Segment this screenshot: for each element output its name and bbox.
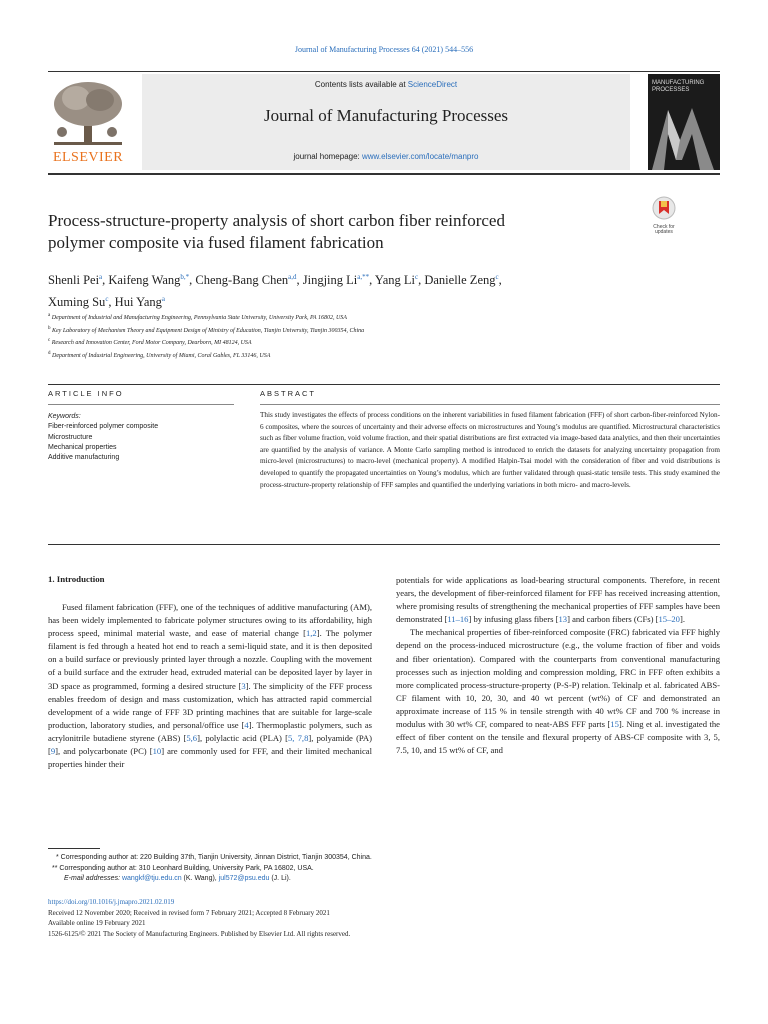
intro-paragraph-2 (396, 626, 720, 757)
citation-link[interactable]: 15–20 (658, 614, 680, 625)
paragraph-text: ]. The simplicity of the FFF process enables freedom of design and mass customization, which has attracted rapid commercial development of a wide range of FFF 3D printing machines that are suitable for large-scale production, laboratory studies, and personal/office use [ (48, 680, 372, 730)
email-label: E-mail addresses: (64, 875, 122, 882)
affiliation-text: Key Laboratory of Mechanism Theory and Equipment Design of Ministry of Education, Tianjin University, Tianjin 300354, China (50, 327, 365, 334)
masthead-top-rule (48, 71, 720, 72)
keyword: Mechanical properties (48, 443, 117, 451)
keywords-block (48, 412, 228, 463)
footnotes (48, 853, 728, 885)
keywords-label: Keywords: (48, 413, 81, 420)
author-name: Kaifeng Wang (108, 273, 181, 288)
author-affiliation-marker[interactable]: a (161, 295, 166, 304)
cover-title: MANUFACTURING PROCESSES (652, 80, 705, 93)
paragraph-text: potentials for wide applications as load-bearing structural components. Therefore, in recent years, the development of fiber-reinforced filament for FFF has received increasing attention, where promising results of strengthening the mechanical properties of FFF samples have been demonstrated [ (396, 575, 720, 625)
email-line (48, 874, 728, 885)
keyword: Fiber-reinforced polymer composite (48, 423, 159, 431)
author-list: Shenli Pei$^a$, Kaifeng Wang$^{b,*}$, Cheng-Bang Chen$^{a,d}$, Jingjing $Li^{a,**}$, Yang Li$^c$, Danielle Zeng$^c$, Xuming Su$^c$, Hui Yang$^a$ (48, 273, 502, 310)
publication-info (48, 897, 728, 939)
publisher-logo-text: ELSEVIER (52, 150, 124, 165)
author-affiliation-marker[interactable]: b,* (180, 273, 190, 281)
author-name: Jingjing Li (302, 273, 358, 288)
paragraph-text: ] and carbon fibers (CFs) [ (567, 614, 659, 625)
author-affiliation-marker[interactable]: a (99, 273, 103, 281)
paragraph-text: ]. Ning et al. investigated the effect of fiber content on the tensile and flexural property of ABS-CF composite with 3, 5, 7.5, 10, and 15 wt% of CF, and (396, 719, 720, 756)
email-link-2[interactable]: jul572@psu.edu (218, 875, 270, 882)
author-name: Hui Yang (114, 295, 162, 310)
right-column (396, 574, 720, 757)
contents-line (142, 80, 630, 89)
citation-link[interactable]: 3 (241, 680, 246, 691)
citation-link[interactable]: 10 (152, 746, 162, 757)
introduction-heading: 1. Introduction (48, 574, 105, 584)
author-affiliation-marker[interactable]: a,d (288, 273, 297, 281)
paragraph-text: ]. Thermoplastic polymers, such as acrylonitrile butadiene styrene (ABS) [ (48, 719, 372, 743)
homepage-link[interactable]: www.elsevier.com/locate/manpro (362, 152, 479, 161)
affiliation (48, 349, 708, 362)
author-affiliation-marker[interactable]: a,** (357, 273, 370, 281)
title-line-1: Process-structure-property analysis of short carbon fiber reinforced (48, 211, 505, 230)
affiliation-marker: b (48, 325, 51, 331)
corresponding-author-1: * Corresponding author at: 220 Building 37th, Tianjin University, Jinnan District, Tianjin 300354, China. (56, 854, 372, 861)
author-name: Cheng-Bang Chen (195, 273, 289, 288)
citation-link[interactable]: 13 (558, 614, 568, 625)
received-dates: Received 12 November 2020; Received in revised form 7 February 2021; Accepted 8 February 2021 (48, 908, 330, 917)
citation-link[interactable]: 15 (610, 719, 619, 730)
author-name: Xuming Su (48, 295, 106, 310)
bookmark-icon (648, 196, 680, 220)
intro-paragraph-1 (48, 601, 372, 771)
masthead-bottom-rule (48, 173, 720, 175)
citation-link[interactable]: 5, 7,8 (287, 732, 309, 743)
info-sub-rule (48, 404, 234, 405)
body-top-rule (48, 544, 720, 545)
author-affiliation-marker[interactable]: c (495, 273, 499, 281)
homepage-prefix: journal homepage: (293, 152, 362, 161)
affiliation-list (48, 311, 708, 362)
keywords-list (48, 422, 228, 463)
citation-link[interactable]: 1,2 (305, 628, 317, 639)
journal-title: Journal of Manufacturing Processes (263, 106, 509, 125)
affiliation (48, 336, 708, 349)
homepage-line (142, 152, 630, 161)
corresponding-author-2: ** Corresponding author at: 310 Leonhard Building, University Park, PA 16802, USA. (52, 864, 314, 872)
doi-link[interactable]: https://doi.org/10.1016/j.jmapro.2021.02.019 (48, 898, 175, 906)
info-top-rule (48, 384, 720, 385)
author-affiliation-marker[interactable]: c (414, 273, 419, 281)
affiliation-marker: c (48, 338, 51, 344)
paragraph-text: Fused filament fabrication (FFF), one of the techniques of additive manufacturing (AM), has been widely implemented to fabricate polymer structures owing to its affordability, high process speed, minimal material waste, and ease of material change [ (48, 602, 372, 639)
affiliation (48, 311, 708, 324)
email-name-1: (K. Wang), (181, 875, 219, 882)
affiliation-text: Research and Innovation Center, Ford Motor Company, Dearborn, MI 48124, USA (50, 340, 252, 347)
citation-link[interactable]: 4 (244, 719, 249, 730)
citation-link[interactable]: 9 (50, 746, 56, 757)
affiliation-marker: d (48, 351, 51, 357)
paragraph-text: ], and polycarbonate (PC) [ (55, 746, 153, 757)
footnote-rule (48, 848, 100, 849)
author-name: Yang Li (374, 273, 415, 288)
badge-label: Check for updates (653, 224, 675, 235)
affiliation-text: Department of Industrial and Manufacturing Engineering, Pennsylvania State University, University Park, PA 16802, USA (50, 315, 347, 321)
title-line-2: polymer composite via fused filament fabrication (48, 233, 384, 252)
paragraph-text: ] by infusing glass fibers [ (468, 614, 559, 625)
paragraph-text: ] are commonly used for FFF, and their limited mechanical properties hinder their (48, 746, 372, 770)
author-name: Shenli Pei (48, 273, 100, 288)
left-column (48, 601, 372, 771)
check-for-updates-badge[interactable] (648, 196, 680, 235)
journal-reference[interactable]: Journal of Manufacturing Processes 64 (2021) 544–556 (294, 45, 474, 54)
paragraph-text: ], polylactic acid (PLA) [ (197, 732, 288, 743)
author-name: Danielle Zeng (424, 273, 496, 288)
article-title (48, 210, 638, 254)
affiliation-text: Department of Industrial Engineering, University of Miami, Coral Gables, FL 33146, USA (50, 353, 271, 360)
copyright-line: 1526-6125/© 2021 The Society of Manufacturing Engineers. Published by Elsevier Ltd. All rights reserved. (48, 929, 351, 938)
affiliation (48, 324, 708, 337)
affiliation-marker: a (48, 313, 51, 318)
abstract-sub-rule (260, 404, 720, 405)
keyword: Microstructure (48, 433, 93, 441)
abstract-text: This study investigates the effects of process conditions on the inherent variabilities in fused filament fabrication (FFF) of short carbon-fiber-reinforced Nylon-6 composites, where the sources of uncertainty and their adverse effects on microstructures and Young’s modulus are quantified. Microstructural characteristics such as fiber volume fraction, void volume fraction, and their spatial distributions are first extracted via image-based data analytics, and then their uncertainties are quantified by the analysis of variance. A Monte Carlo sampling method is introduced to enrich the datasets for analyzing uncertainty propagation from micro-level (microstructures) to macro-level (mechanical property). A modified Halpin-Tsai model with the consideration of fiber and void distributions is developed to quantify the propagated uncertainties on Young’s modulus, which are further validated through quasi-static tensile tests. This study examined the process-structure-property relationship of FFF samples and quantified the underlying variations in both micro- and macro-levels. (260, 411, 720, 489)
paragraph-text: ]. (679, 614, 685, 625)
paragraph-text: ], polyamide (PA) [ (48, 732, 372, 757)
contents-prefix: Contents lists available at (314, 80, 408, 89)
citation-link[interactable]: 11–16 (447, 614, 469, 625)
abstract-heading: ABSTRACT (260, 389, 317, 398)
email-name-2: (J. Li). (269, 875, 291, 882)
email-link-1[interactable]: wangkf@tju.edu.cn (121, 875, 182, 882)
sciencedirect-link[interactable]: ScienceDirect (407, 80, 458, 89)
keyword: Additive manufacturing (48, 454, 120, 462)
intro-paragraph-1-cont (396, 574, 720, 626)
paragraph-text: ]. The polymer filament is fed through a heated hot end to reach a semi-liquid state, and it is then deposited on a build surface or previously printed layer through a nozzle. Coupling with the movement of a build surface and the extruder head, extruded material can be deposited layer by layer in 3D space as programmed, forming a desired structure [ (48, 628, 373, 691)
paragraph-text: The mechanical properties of fiber-reinforced composite (FRC) fabricated via FFF highly depend on the process-induced microstructure (e.g., the volume fraction of fiber and voids and fiber orientation). Compared with the counterparts from conventional manufacturing processes such as injection molding and compression molding, FRC in FFF often exhibits a more complicated process-structure-property (P-S-P) relation. Tekinalp et al. fabricated ABS-CF filament with 10, 20, 30, and 40 wt percent (wt%) of CF and demonstrated an approximate increase of 115 % in tensile strength with 40 wt% CF and 700 % increase in modulus with 30 wt% CF, compared to neat-ABS FFF parts [ (396, 627, 720, 730)
author-affiliation-marker[interactable]: c (105, 295, 109, 304)
available-online: Available online 19 February 2021 (48, 919, 146, 927)
journal-cover-image (648, 74, 720, 170)
citation-link[interactable]: 5,6 (186, 732, 198, 743)
article-info-heading: ARTICLE INFO (48, 389, 124, 398)
